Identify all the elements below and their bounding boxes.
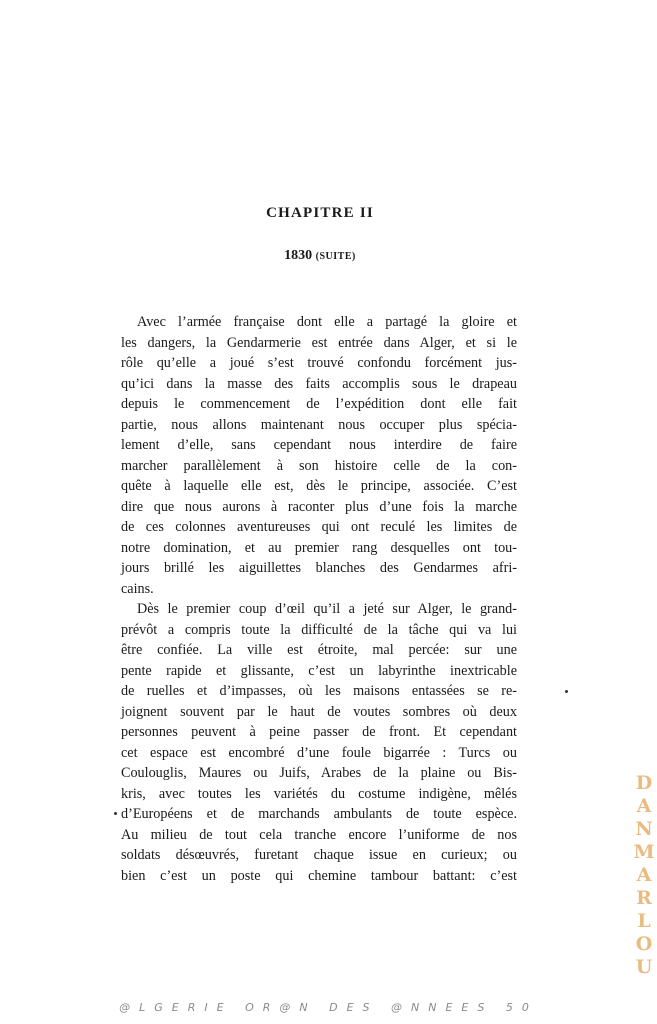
text-line: les dangers, la Gendarmerie est entrée dans Alger, et si le [121, 334, 517, 351]
watermark-vertical-text [631, 772, 657, 979]
text-line: dire que nous aurons à raconter plus d’une fois la marche [121, 498, 517, 515]
text-line: Coulouglis, Maures ou Juifs, Arabes de la plaine ou Bis- [121, 765, 517, 781]
text-line: personnes peuvent à peine passer de front. Et cependant [121, 724, 517, 740]
text-line: depuis le commencement de l’expédition dont elle fait [121, 396, 517, 412]
text-line: notre domination, et au premier rang desquelles ont tou- [121, 539, 517, 556]
watermark-letter: N [635, 818, 653, 840]
watermark-letter: L [637, 910, 651, 932]
text-line: cains. [121, 580, 154, 597]
footer-watermark: @LGERIE OR@N DES @NNEES 50 [119, 1001, 538, 1014]
chapter-subtitle [0, 248, 640, 264]
watermark-letter: R [636, 887, 652, 909]
text-line: Avec l’armée française dont elle a partagé la gloire et [137, 314, 517, 330]
watermark-letter: O [635, 933, 653, 955]
watermark-letter: A [636, 795, 652, 817]
paragraph-1 [121, 312, 517, 599]
chapter-year: 1830 [284, 248, 313, 263]
text-line: Au milieu de tout cela tranche encore l’uniforme de nos [121, 826, 517, 843]
text-line: qu’ici dans la masse des faits accomplis sous le drapeau [121, 375, 517, 392]
paragraph-2 [121, 599, 517, 886]
text-line: kris, avec toutes les variétés du costume indigène, mêlés [121, 785, 517, 802]
chapter-body [121, 312, 517, 886]
text-line: bien c’est un poste qui chemine tambour battant: c’est [121, 867, 517, 884]
text-line: d’Européens et de marchands ambulants de toute espèce. [121, 806, 517, 822]
watermark-letter: M [633, 841, 655, 863]
text-line: quête à laquelle elle est, dès le principe, associée. C’est [121, 478, 517, 494]
text-line: de ces colonnes aventureuses qui ont reculé les limites de [121, 519, 517, 535]
text-line: cet espace est encombré d’une foule bigarrée : Turcs ou [121, 744, 517, 761]
text-line: marcher parallèlement à son histoire celle de la con- [121, 457, 517, 474]
ink-speck [114, 812, 117, 815]
text-line: lement d’elle, sans cependant nous interdire de faire [121, 437, 517, 453]
text-line: Dès le premier coup d’œil qu’il a jeté sur Alger, le grand- [137, 601, 517, 617]
chapter-title: CHAPITRE II [266, 205, 374, 221]
text-line: jours brillé les aiguillettes blanches des Gendarmes afri- [121, 560, 517, 576]
watermark-letter: D [635, 772, 653, 794]
text-line: être confiée. La ville est étroite, mal percée: sur une [121, 642, 517, 658]
text-line: partie, nous allons maintenant nous occuper plus spécia- [121, 416, 517, 433]
text-line: rôle qu’elle a joué s’est trouvé confondu forcément jus- [121, 355, 517, 371]
text-line: de ruelles et d’impasses, où les maisons entassées se re- [121, 683, 517, 699]
chapter-suffix: (SUITE) [315, 251, 356, 262]
text-line: joignent souvent par le haut de voutes sombres où deux [121, 703, 517, 720]
ink-speck [565, 690, 568, 693]
watermark-letter: U [635, 956, 653, 978]
text-line: pente rapide et glissante, c’est un labyrinthe inextricable [121, 662, 517, 679]
text-line: prévôt a compris toute la difficulté de la tâche qui va lui [121, 621, 517, 638]
text-line: soldats désœuvrés, furetant chaque issue en curieux; ou [121, 847, 517, 863]
watermark-letter: A [636, 864, 652, 886]
